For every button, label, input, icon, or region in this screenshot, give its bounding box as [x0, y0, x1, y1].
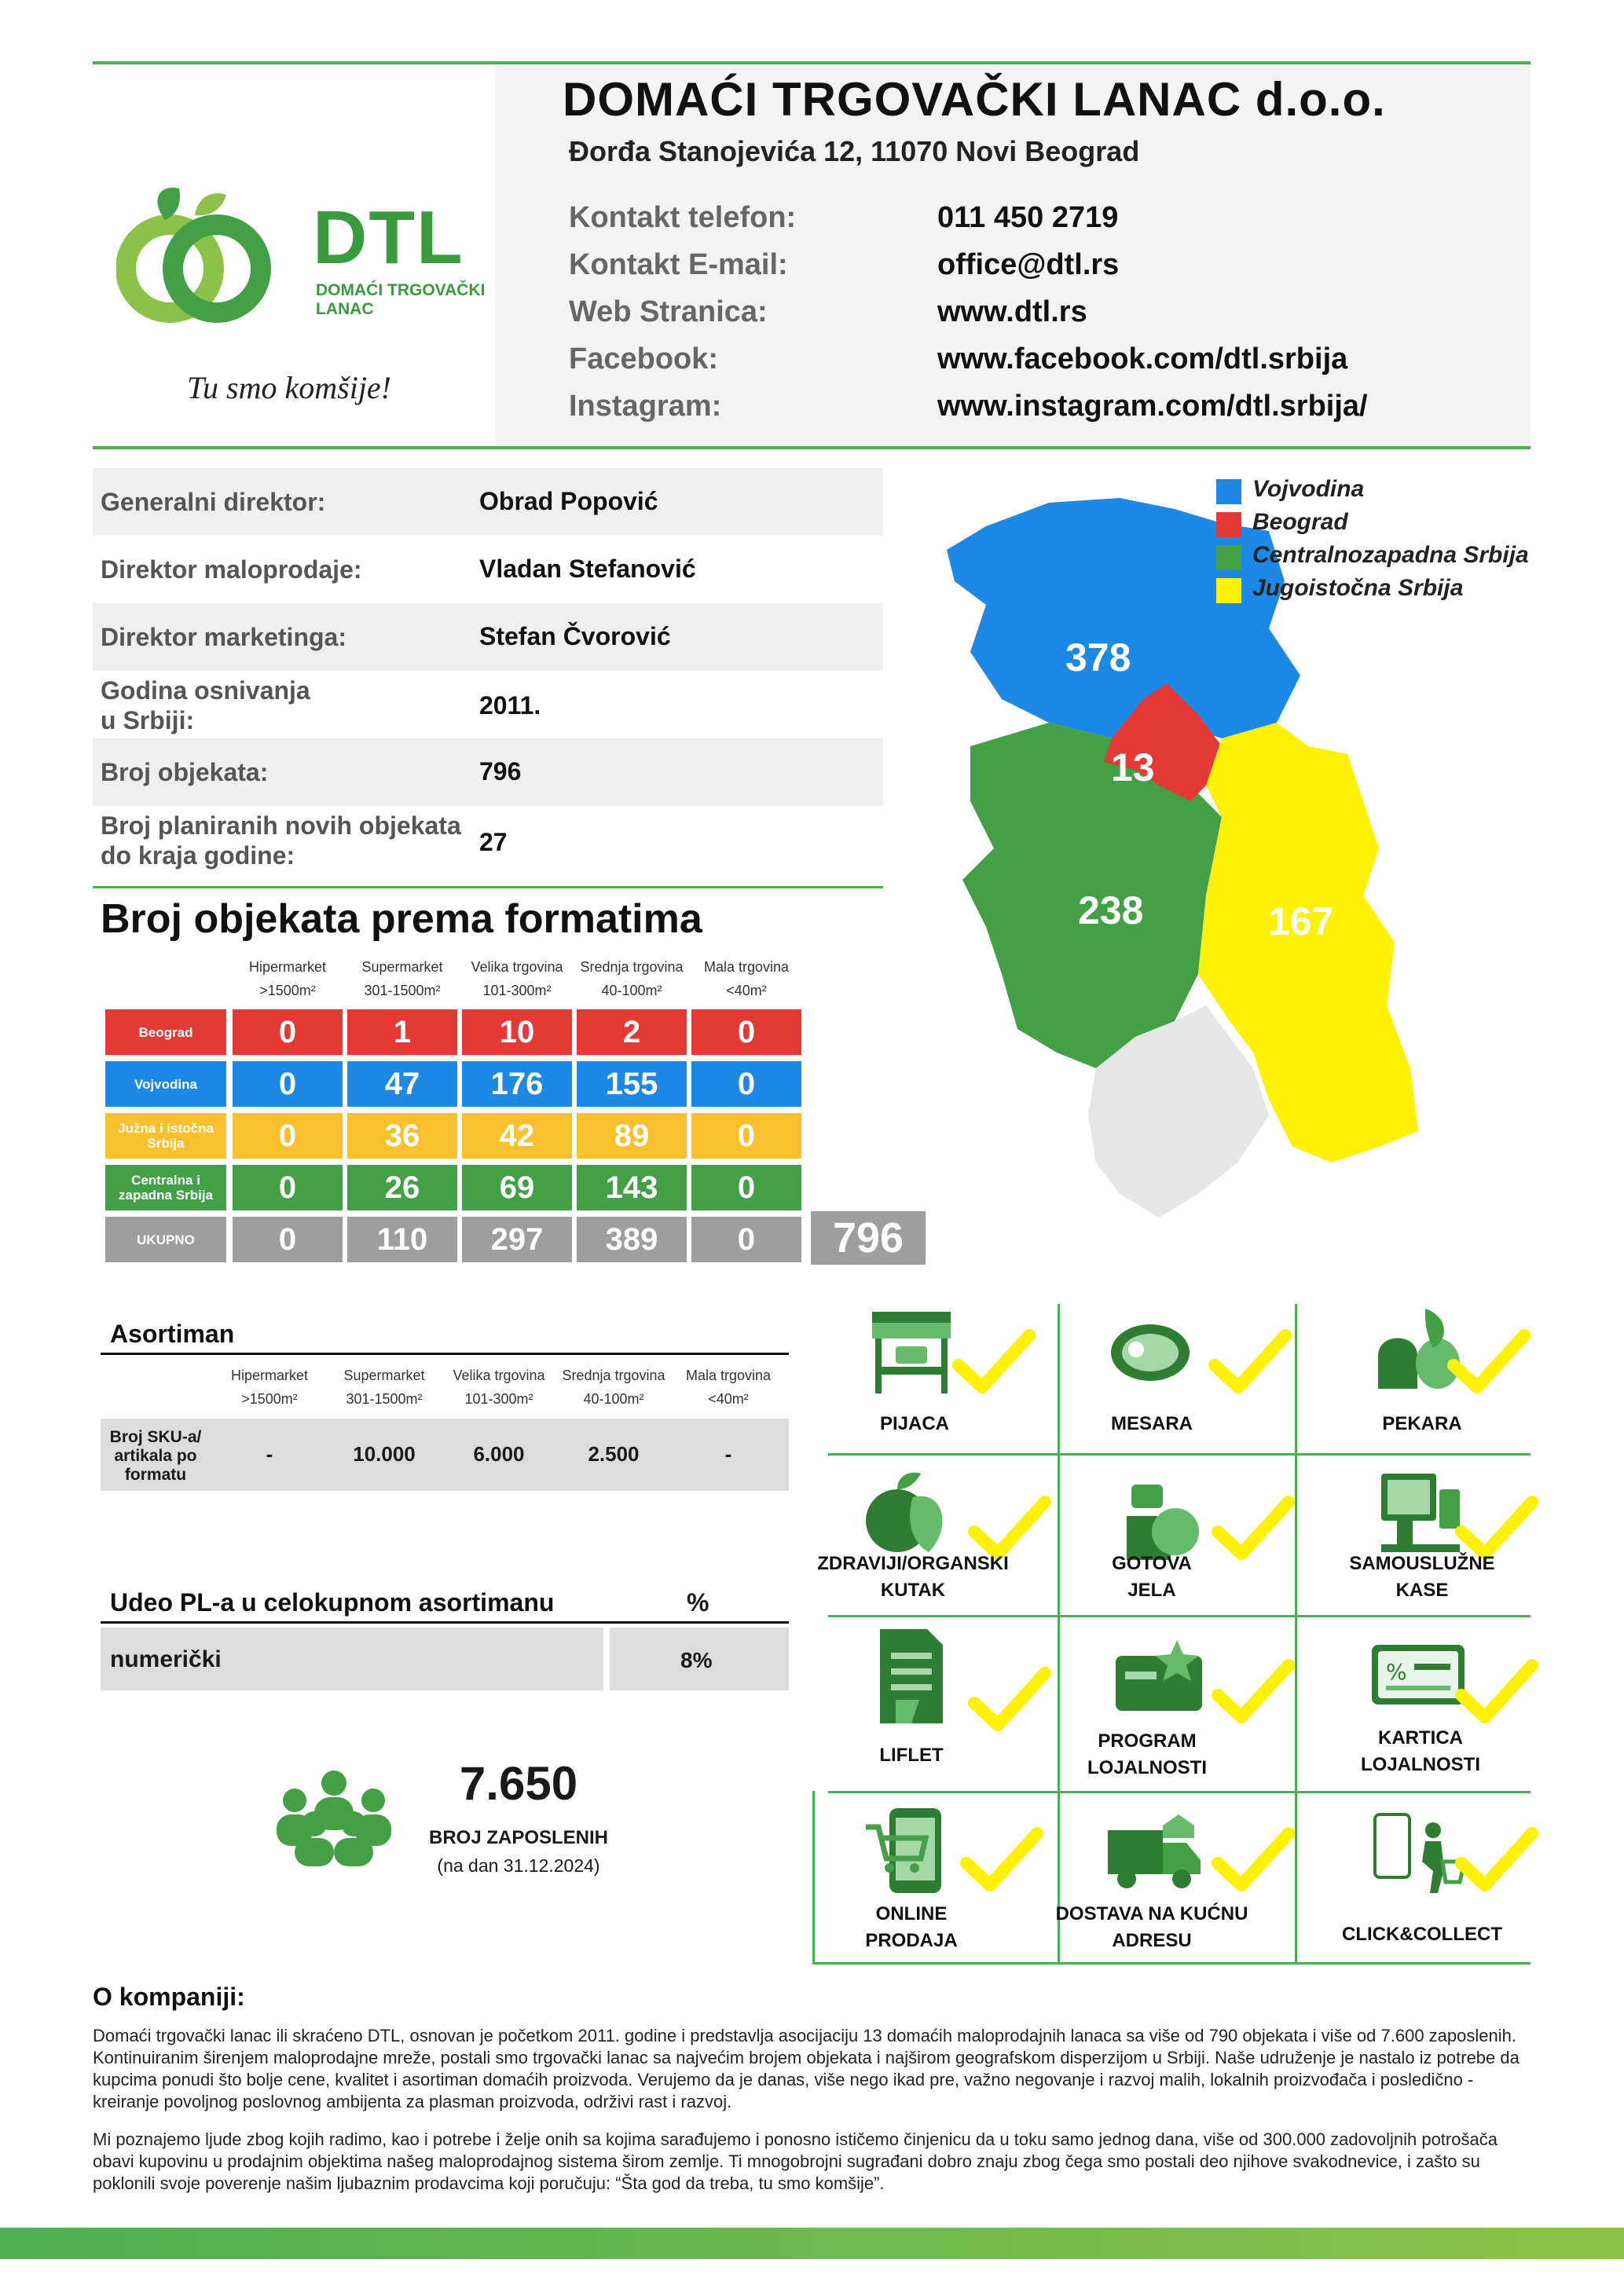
header-bottom-divider	[93, 446, 1531, 449]
formats-cell: 10	[462, 1009, 572, 1055]
check-icon	[1207, 1326, 1293, 1397]
formats-cell: 0	[691, 1113, 801, 1159]
check-icon	[1454, 1824, 1540, 1895]
slogan: Tu smo komšije!	[187, 370, 391, 405]
check-icon	[1454, 1656, 1540, 1727]
feature-label-market: PIJACA	[879, 1413, 950, 1434]
assortment-row-label-2: artikala po	[114, 1447, 197, 1465]
info-row-marketing-director	[93, 603, 883, 671]
feature-label-home-delivery: DOSTAVA NA KUĆNU ADRESU	[1055, 1903, 1248, 1951]
assortment-col-size: >1500m²	[241, 1391, 298, 1407]
private-label-unit: %	[687, 1588, 709, 1617]
assortment-value: 10.000	[353, 1442, 416, 1466]
company-name: DOMAĆI TRGOVAČKI LANAC d.o.o.	[563, 73, 1386, 126]
formats-cell: 0	[691, 1217, 801, 1262]
formats-col-header-name: Srednja trgovina	[580, 959, 684, 975]
feature-label-bakery: PEKARA	[1382, 1413, 1462, 1434]
private-label-row-value: 8%	[680, 1648, 713, 1672]
legend-label-vojvodina: Vojvodina	[1252, 476, 1365, 502]
loyalty-program-icon	[1108, 1632, 1210, 1719]
assortment-col-size: 301-1500m²	[346, 1391, 423, 1407]
legend-swatch-beograd	[1216, 512, 1241, 537]
contact-instagram[interactable]: www.instagram.com/dtl.srbija/	[937, 390, 1368, 423]
formats-row-label-central-west: Centralna i zapadna Srbija	[105, 1165, 226, 1210]
info-label-line1: Godina osnivanja	[101, 676, 310, 705]
legend-swatch-vojvodina	[1216, 479, 1241, 504]
assortment-row-label-3: formatu	[124, 1466, 187, 1484]
about-title: O kompaniji:	[93, 1983, 245, 2011]
info-label: Direktor marketinga:	[101, 623, 346, 651]
info-row-founding-year	[93, 671, 883, 738]
private-label-row-label: numerički	[110, 1646, 222, 1672]
feature-grid-divider	[828, 1791, 1531, 1793]
info-label-line1: Broj planiranih novih objekata	[101, 811, 461, 840]
assortment-title: Asortiman	[110, 1320, 235, 1348]
formats-col-header-name: Supermarket	[361, 959, 443, 975]
formats-cell: 36	[347, 1113, 457, 1159]
formats-cell: 42	[462, 1113, 572, 1159]
leaflet-icon	[872, 1621, 951, 1731]
contact-label-web: Web Stranica:	[569, 295, 768, 328]
info-row-planned-stores	[93, 806, 883, 884]
contact-label-instagram: Instagram:	[569, 390, 722, 423]
meat-icon	[1103, 1313, 1197, 1392]
map-value-beograd: 13	[1111, 745, 1155, 789]
assortment-col-size: 101-300m²	[464, 1391, 533, 1407]
assortment-row-label-1: Broj SKU-a/	[109, 1428, 202, 1446]
info-value: 27	[479, 828, 508, 856]
formats-col-header-size: >1500m²	[259, 983, 316, 998]
formats-col-header-name: Hipermarket	[248, 959, 327, 975]
info-row-store-count	[93, 738, 883, 806]
ready-meal-icon	[1116, 1469, 1202, 1563]
legend-swatch-southeast	[1216, 578, 1241, 603]
assortment-value: 2.500	[588, 1442, 640, 1466]
formats-row-label-total: UKUPNO	[105, 1217, 226, 1262]
feature-grid-divider	[812, 1962, 1531, 1965]
feature-label-organic: ZDRAVIJI/ORGANSKI KUTAK	[817, 1553, 1009, 1601]
contact-phone[interactable]: 011 450 2719	[937, 201, 1119, 234]
legend-label-southeast: Jugoistočna Srbija	[1252, 575, 1464, 601]
contact-label-phone: Kontakt telefon:	[569, 201, 797, 234]
formats-cell: 26	[347, 1165, 457, 1210]
about-paragraph-2: Mi poznajemo ljude zbog kojih radimo, kao i potrebe i želje onih sa kojima sarađujemo i ponosno ističemo činjenicu da u toku samo jednog dana, više od 300.000 zadovoljnih potrošača obavi kupovinu u prodajnim objektima našeg maloprodajnog sistema širom zemlje. Ti mnogobrojni sugrađani dobro znaju zbog čega smo postali deo njihove svakodnevice, i zašto su poklonili svoje poverenje našim ljubaznim prodavcima koji poručuju: “Šta god da treba, tu smo komšije”.	[93, 2129, 1498, 2193]
assortment-value: 6.000	[473, 1442, 525, 1466]
assortment-col-name: Supermarket	[343, 1368, 425, 1383]
assortment-col-name: Mala trgovina	[685, 1368, 772, 1383]
info-label: Broj objekata:	[101, 758, 269, 786]
employees-label: BROJ ZAPOSLENIH	[428, 1827, 609, 1848]
check-icon	[951, 1326, 1037, 1397]
info-label: Generalni direktor:	[101, 488, 326, 516]
employees-group-icon	[267, 1769, 401, 1866]
logo-text: DTL	[313, 196, 464, 280]
feature-label-loyalty-program: PROGRAM LOJALNOSTI	[1087, 1730, 1207, 1778]
formats-cell: 0	[233, 1165, 343, 1210]
info-row-general-director	[93, 468, 883, 536]
svg-text:%: %	[1386, 1659, 1407, 1685]
assortment-value: -	[724, 1442, 732, 1466]
formats-cell: 297	[462, 1217, 572, 1262]
check-icon	[1210, 1824, 1296, 1895]
online-shop-icon	[863, 1803, 949, 1898]
map-value-southeast: 167	[1268, 899, 1334, 943]
about-paragraph-1: Domaći trgovački lanac ili skraćeno DTL, osnovan je početkom 2011. godine i predstavlja asocijaciju 13 domaćih maloprodajnih lanaca sa više od 790 objekata i više od 7.600 zaposlenih. Kontinuiranim širenjem maloprodajne mreže, postali smo trgovački lanac sa najvećim brojem objekata i najširom geografskom disperzijom u Srbiji. Naše udruženje je nastalo iz potrebe da kupcima ponudi što bolje cene, kvalitet i asortiman domaćih proizvoda. Verujemo da je danas, više nego ikad pre, važno negovanje i razvoj malih, lokalnih proizvođača i posledično - kreiranje povoljnog poslovnog ambijenta za plasman proizvoda, održivi rast i razvoj.	[93, 2026, 1520, 2111]
info-value: 2011.	[479, 691, 541, 720]
company-address: Đorđa Stanojevića 12, 11070 Novi Beograd	[569, 135, 1140, 167]
formats-col-header-name: Velika trgovina	[471, 959, 563, 975]
feature-grid-vdivider	[1058, 1304, 1060, 1962]
assortment-col-name: Velika trgovina	[453, 1368, 545, 1383]
feature-label-click-collect: CLICK&COLLECT	[1342, 1924, 1502, 1945]
check-icon	[1210, 1656, 1296, 1727]
contact-facebook[interactable]: www.facebook.com/dtl.srbija	[937, 342, 1348, 375]
legend-label-beograd: Beograd	[1252, 509, 1348, 535]
private-label-underline	[101, 1621, 789, 1624]
info-row-retail-director	[93, 536, 883, 603]
formats-cell: 0	[233, 1009, 343, 1055]
dtl-logo-mark	[116, 181, 313, 330]
legend-label-central: Centralnozapadna Srbija	[1252, 542, 1529, 568]
formats-cell: 0	[691, 1165, 801, 1210]
footer-bar	[0, 2228, 1624, 2259]
formats-grand-total: 796	[811, 1211, 926, 1265]
formats-col-header-size: 101-300m²	[482, 983, 552, 998]
contact-label-facebook: Facebook:	[569, 342, 719, 375]
formats-cell: 389	[577, 1217, 687, 1262]
assortment-col-size: <40m²	[708, 1391, 749, 1407]
check-icon	[959, 1824, 1045, 1895]
formats-cell: 143	[577, 1165, 687, 1210]
contact-label-email: Kontakt E-mail:	[569, 248, 788, 281]
info-label-line2: u Srbiji:	[101, 706, 195, 734]
formats-cell: 89	[577, 1113, 687, 1159]
assortment-title-underline	[101, 1353, 789, 1355]
employees-date: (na dan 31.12.2024)	[437, 1855, 600, 1876]
feature-grid-divider	[828, 1453, 1531, 1456]
feature-grid-divider	[828, 1615, 1531, 1617]
formats-col-header-size: 40-100m²	[601, 983, 662, 998]
formats-cell: 47	[347, 1061, 457, 1107]
formats-cell: 0	[233, 1061, 343, 1107]
delivery-truck-icon	[1100, 1807, 1210, 1893]
map-value-central: 238	[1078, 888, 1144, 932]
formats-col-header-size: 301-1500m²	[364, 983, 441, 998]
market-stall-icon	[864, 1304, 959, 1398]
assortment-col-name: Srednja trgovina	[562, 1368, 665, 1383]
formats-col-header-size: <40m²	[726, 983, 767, 998]
feature-label-loyalty-card: KARTICA LOJALNOSTI	[1360, 1727, 1480, 1775]
assortment-col-size: 40-100m²	[583, 1391, 644, 1407]
assortment-value: -	[266, 1442, 273, 1466]
info-value: Stefan Čvorović	[479, 622, 671, 650]
info-value: 796	[479, 757, 522, 785]
check-icon	[966, 1664, 1053, 1734]
logo-subtitle-1: DOMAĆI TRGOVAČKI	[316, 281, 486, 299]
formats-cell: 2	[577, 1009, 687, 1055]
formats-cell: 0	[691, 1009, 801, 1055]
employees-count: 7.650	[459, 1757, 578, 1810]
formats-cell: 1	[347, 1009, 457, 1055]
map-value-vojvodina: 378	[1065, 635, 1131, 679]
feature-label-butcher: MESARA	[1110, 1413, 1193, 1434]
info-label-line2: do kraja godine:	[101, 841, 295, 870]
feature-label-online-sales: ONLINE PRODAJA	[865, 1903, 958, 1951]
legend-swatch-central	[1216, 545, 1241, 570]
logo-subtitle-2: LANAC	[316, 300, 374, 318]
formats-title: Broj objekata prema formatima	[101, 896, 702, 942]
contact-web[interactable]: www.dtl.rs	[937, 295, 1087, 328]
fruit-icon	[858, 1466, 960, 1560]
info-label: Direktor maloprodaje:	[101, 555, 362, 584]
contact-email[interactable]: office@dtl.rs	[937, 248, 1120, 281]
formats-row-label-beograd: Beograd	[105, 1009, 226, 1055]
private-label-title: Udeo PL-a u celokupnom asortimanu	[110, 1588, 555, 1617]
feature-label-ready-meals: GOTOVA JELA	[1112, 1553, 1192, 1601]
feature-label-self-checkout: SAMOUSLUŽNE KASE	[1349, 1553, 1495, 1601]
formats-cell: 69	[462, 1165, 572, 1210]
formats-row-label-south-east: Južna i istočna Srbija	[105, 1113, 226, 1159]
feature-label-leaflet: LIFLET	[879, 1745, 944, 1766]
assortment-col-name: Hipermarket	[230, 1368, 309, 1383]
info-bottom-divider	[93, 886, 883, 888]
formats-cell: 176	[462, 1061, 572, 1107]
formats-cell: 110	[347, 1217, 457, 1262]
formats-cell: 0	[691, 1061, 801, 1107]
check-icon	[1446, 1326, 1532, 1397]
formats-col-header-name: Mala trgovina	[703, 959, 790, 975]
info-value: Vladan Stefanović	[479, 555, 696, 583]
formats-cell: 0	[233, 1217, 343, 1262]
formats-cell: 155	[577, 1061, 687, 1107]
formats-row-label-vojvodina: Vojvodina	[105, 1061, 226, 1107]
info-value: Obrad Popović	[479, 487, 658, 515]
formats-cell: 0	[233, 1113, 343, 1159]
